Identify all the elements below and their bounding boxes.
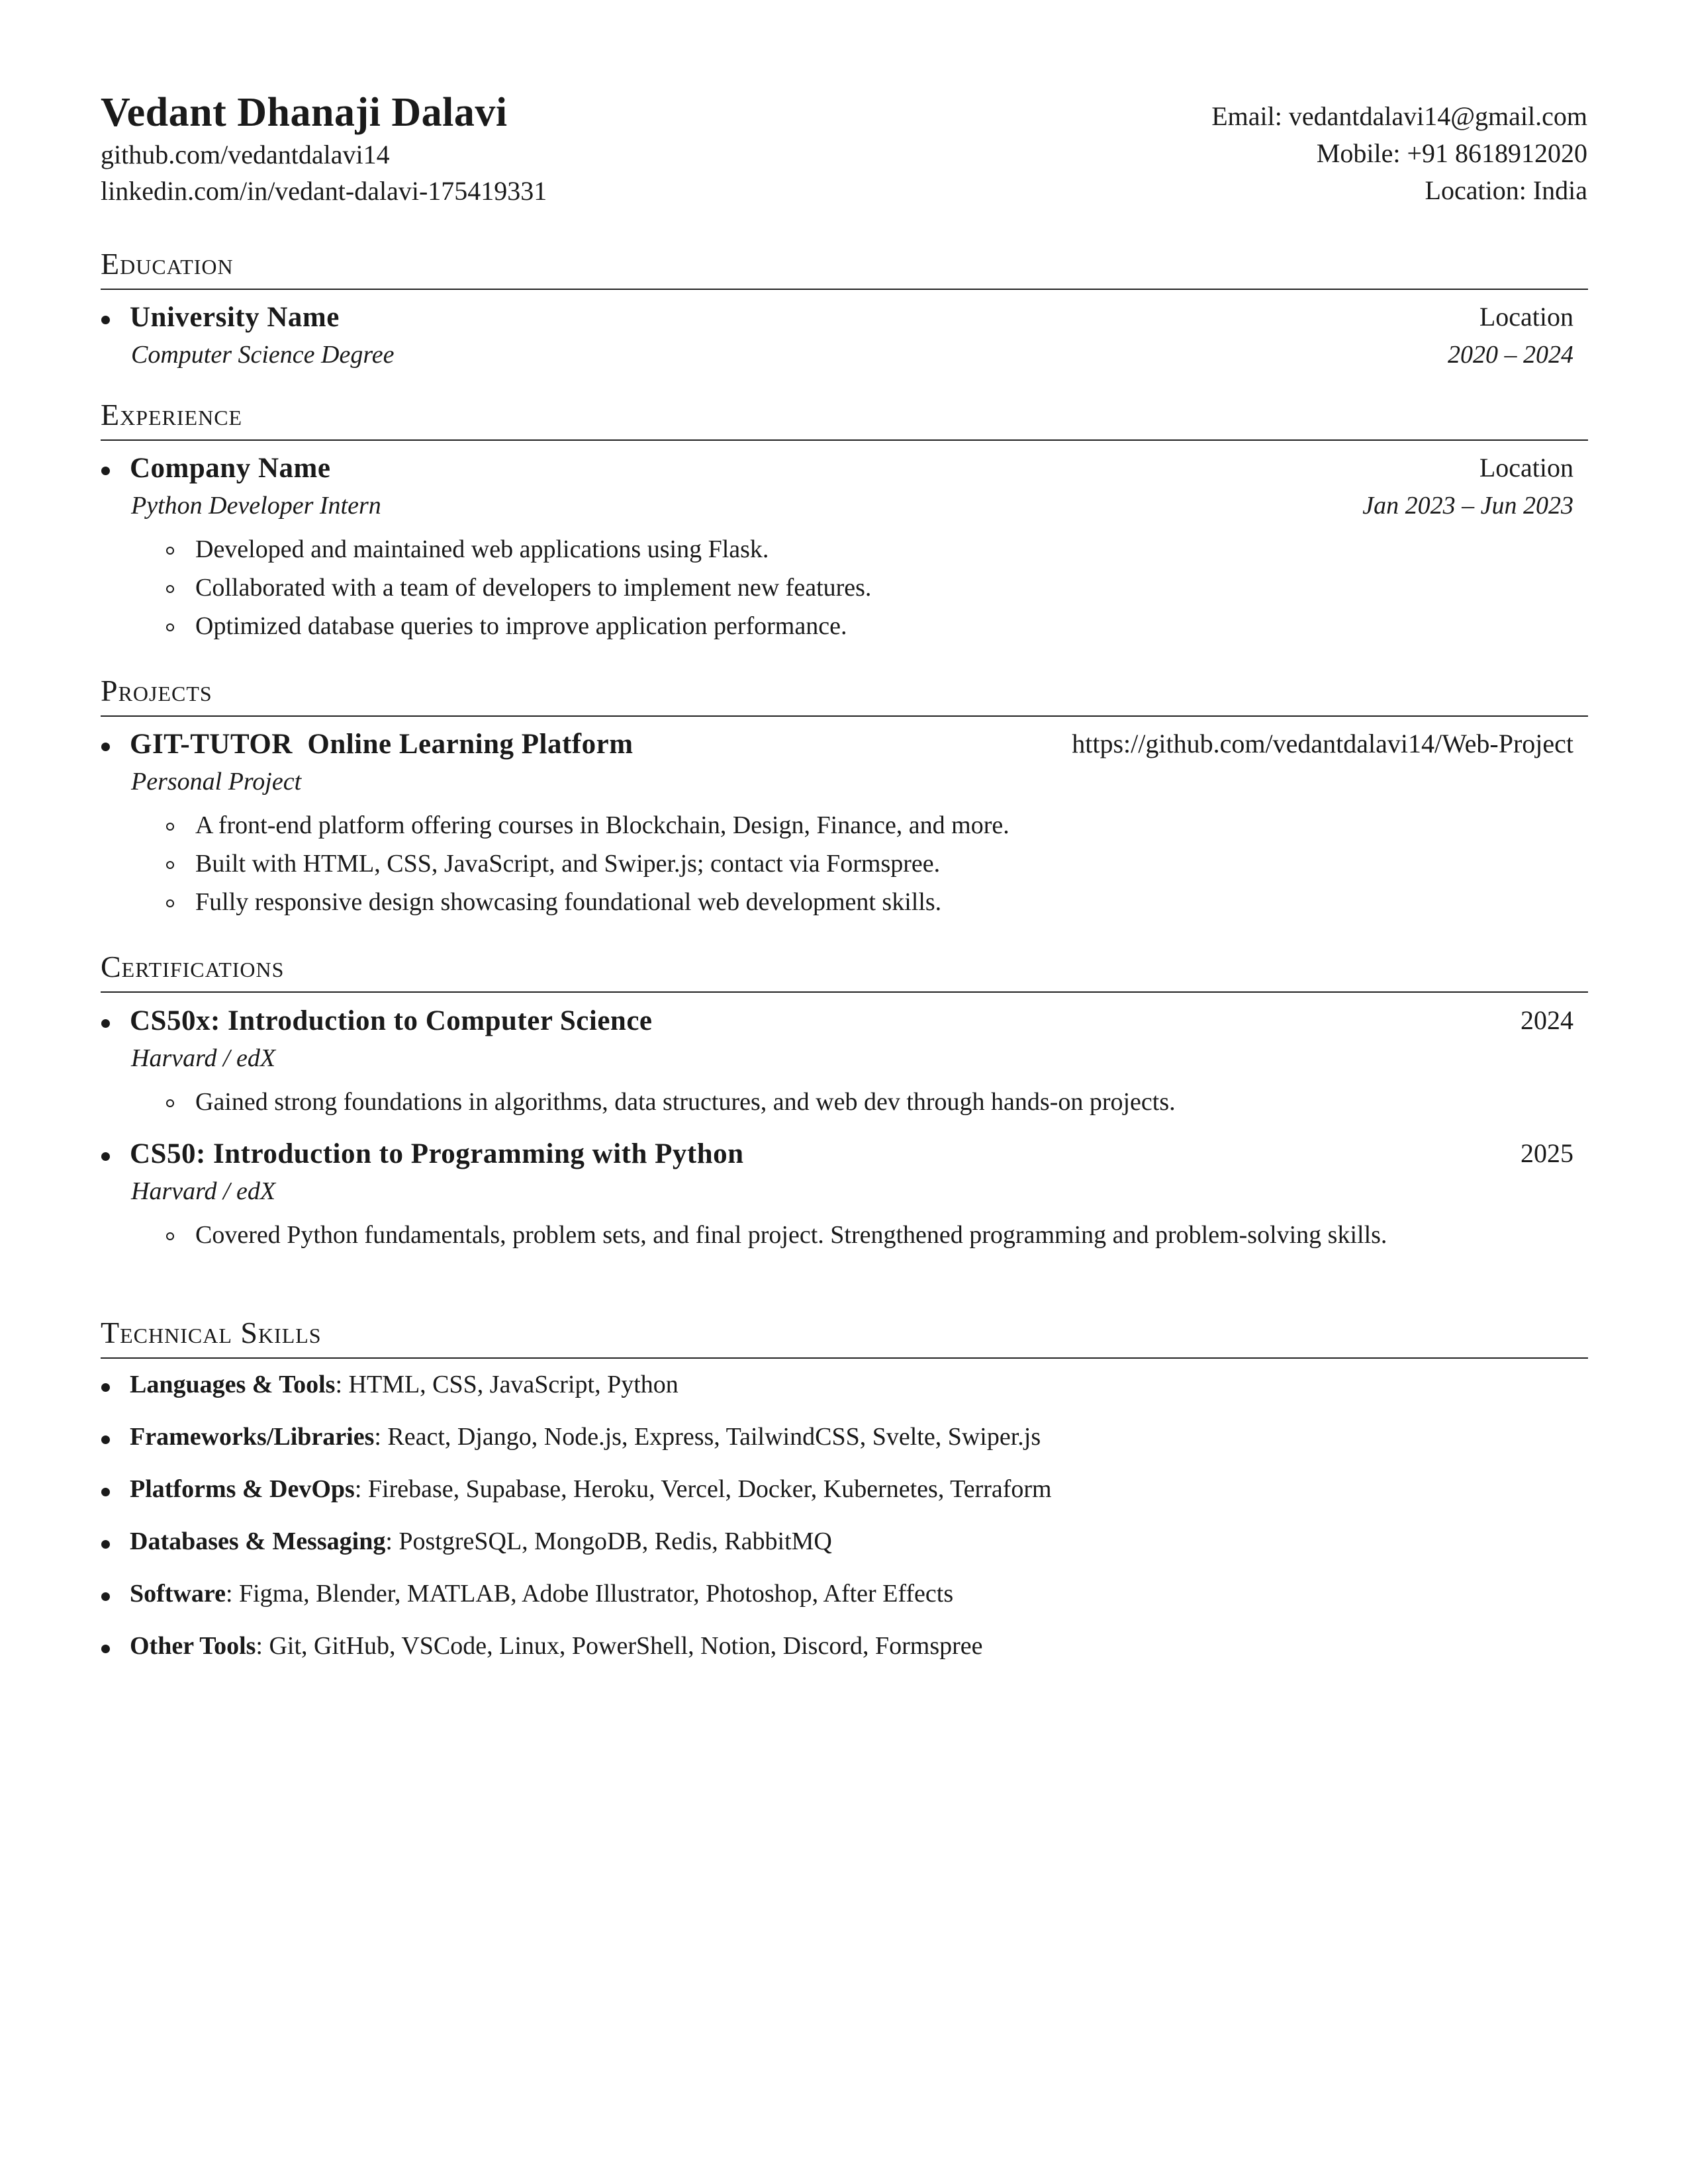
skill-label: Frameworks/Libraries <box>130 1423 375 1451</box>
certification-issuer: Harvard / edX <box>131 1177 276 1205</box>
skill-row <box>130 1370 679 1399</box>
experience-role: Python Developer Intern <box>131 492 381 520</box>
certification-issuer: Harvard / edX <box>131 1044 276 1072</box>
skill-row <box>130 1475 1052 1504</box>
skill-label: Other Tools <box>130 1632 256 1660</box>
skill-label: Platforms & DevOps <box>130 1475 355 1503</box>
location-text: Location: India <box>1425 175 1587 205</box>
section-title-experience: Experience <box>101 398 243 432</box>
bullet-icon <box>101 1383 110 1392</box>
bullet-icon <box>101 1488 110 1496</box>
experience-location: Location <box>1479 453 1573 482</box>
project-name: GIT-TUTOR Online Learning Platform <box>130 729 633 760</box>
section-title-projects: Projects <box>101 674 212 707</box>
sub-bullet-icon <box>166 1099 174 1107</box>
sub-bullet-icon <box>166 899 174 907</box>
skill-row <box>130 1579 953 1608</box>
skill-value: : HTML, CSS, JavaScript, Python <box>335 1371 679 1398</box>
section-title-skills: Technical Skills <box>101 1316 322 1349</box>
certification-bullet: Gained strong foundations in algorithms, data structures, and web dev through hands-on projects. <box>195 1088 1176 1116</box>
skill-label: Languages & Tools <box>130 1371 336 1398</box>
skill-label: Databases & Messaging <box>130 1527 386 1555</box>
skill-label: Software <box>130 1580 226 1608</box>
certification-year: 2025 <box>1521 1138 1573 1168</box>
skill-value: : Git, GitHub, VSCode, Linux, PowerShell, Notion, Discord, Formspree <box>256 1632 983 1660</box>
project-bullet: A front-end platform offering courses in Blockchain, Design, Finance, and more. <box>195 811 1009 839</box>
certification-name: CS50x: Introduction to Computer Science <box>130 1005 653 1036</box>
education-school: University Name <box>130 302 340 333</box>
certification-bullet: Covered Python fundamentals, problem sets, and final project. Strengthened programming and problem-solving skills. <box>195 1221 1387 1249</box>
bullet-icon <box>101 1152 110 1161</box>
skill-value: : PostgreSQL, MongoDB, Redis, RabbitMQ <box>385 1527 832 1555</box>
email-text[interactable]: Email: vedantdalavi14@gmail.com <box>1211 101 1587 131</box>
skill-value: : Firebase, Supabase, Heroku, Vercel, Docker, Kubernetes, Terraform <box>354 1475 1052 1503</box>
section-title-education: Education <box>101 247 234 281</box>
sub-bullet-icon <box>166 623 174 631</box>
education-degree: Computer Science Degree <box>131 341 395 369</box>
bullet-icon <box>101 743 110 751</box>
skill-row <box>130 1422 1041 1451</box>
sub-bullet-icon <box>166 585 174 593</box>
candidate-name: Vedant Dhanaji Dalavi <box>101 90 508 135</box>
linkedin-link[interactable]: linkedin.com/in/vedant-dalavi-175419331 <box>101 176 547 206</box>
skill-row <box>130 1631 983 1661</box>
bullet-icon <box>101 467 110 475</box>
skill-row <box>130 1527 832 1556</box>
certification-year: 2024 <box>1521 1005 1573 1035</box>
experience-bullet: Optimized database queries to improve application performance. <box>195 612 847 640</box>
section-divider <box>101 1357 1588 1359</box>
bullet-icon <box>101 1592 110 1601</box>
experience-bullet: Developed and maintained web applications using Flask. <box>195 535 769 563</box>
section-divider <box>101 439 1588 441</box>
project-type: Personal Project <box>131 768 302 796</box>
section-divider <box>101 289 1588 290</box>
project-bullet: Fully responsive design showcasing foundational web development skills. <box>195 888 942 916</box>
project-bullet: Built with HTML, CSS, JavaScript, and Swiper.js; contact via Formspree. <box>195 850 941 878</box>
bullet-icon <box>101 1540 110 1549</box>
section-divider <box>101 991 1588 993</box>
skill-value: : Figma, Blender, MATLAB, Adobe Illustrator, Photoshop, After Effects <box>225 1580 954 1608</box>
education-location: Location <box>1479 302 1573 332</box>
section-title-certifications: Certifications <box>101 950 285 983</box>
bullet-icon <box>101 316 110 324</box>
experience-dates: Jan 2023 – Jun 2023 <box>1362 492 1573 520</box>
experience-bullet: Collaborated with a team of developers to implement new features. <box>195 574 872 602</box>
certification-name: CS50: Introduction to Programming with Python <box>130 1138 744 1169</box>
education-dates: 2020 – 2024 <box>1448 341 1573 369</box>
project-url-link[interactable]: https://github.com/vedantdalavi14/Web-Project <box>1072 729 1573 758</box>
bullet-icon <box>101 1435 110 1444</box>
bullet-icon <box>101 1645 110 1653</box>
section-divider <box>101 715 1588 717</box>
skill-value: : React, Django, Node.js, Express, TailwindCSS, Svelte, Swiper.js <box>374 1423 1041 1451</box>
bullet-icon <box>101 1019 110 1028</box>
github-link[interactable]: github.com/vedantdalavi14 <box>101 140 390 169</box>
sub-bullet-icon <box>166 861 174 869</box>
experience-company: Company Name <box>130 453 331 484</box>
sub-bullet-icon <box>166 1232 174 1240</box>
mobile-text: Mobile: +91 8618912020 <box>1316 138 1587 168</box>
sub-bullet-icon <box>166 823 174 831</box>
sub-bullet-icon <box>166 547 174 555</box>
